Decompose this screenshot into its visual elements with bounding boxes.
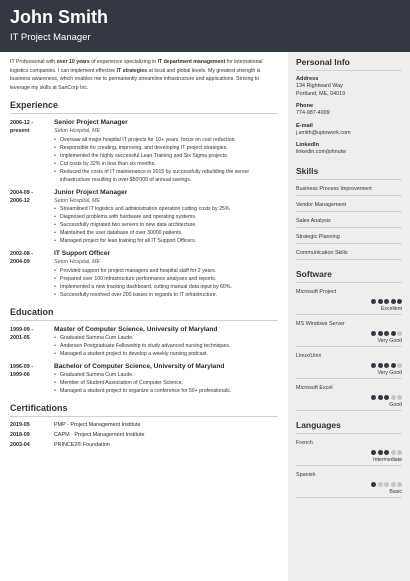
- candidate-role: IT Project Manager: [10, 32, 91, 43]
- rating-dots: [296, 482, 402, 487]
- rating-dot: [397, 299, 402, 304]
- bullet-item: • Provided support for project managers and hospital staff for 2 years.: [54, 267, 278, 275]
- rating-dot: [371, 331, 376, 336]
- software-item: [296, 353, 402, 379]
- entry-organization: Seton Hospital, ME: [54, 128, 101, 134]
- languages-list: [296, 440, 402, 498]
- education-entry: [10, 326, 278, 358]
- rating-dots: [296, 299, 402, 304]
- entry-content: [54, 326, 278, 358]
- rating-dot: [391, 299, 396, 304]
- rating-dot: [397, 482, 402, 487]
- bullet-item: • Diagnosed problems with hardware and operating systems.: [54, 213, 278, 221]
- rating-dot: [384, 331, 389, 336]
- email-label: E-mail: [296, 122, 313, 129]
- education-entry: [10, 363, 278, 395]
- certification-date: 2003-04: [10, 441, 30, 448]
- bullet-item: • Member of Student Association of Computer Science.: [54, 379, 278, 387]
- education-heading: Education: [10, 307, 278, 321]
- rating-dot: [384, 395, 389, 400]
- summary-fragment: at local and global levels. My greatest strength is business awareness, which enables me to permanently streamline infrastructure and applications. Striving to leverage my skills at SanCorp Inc.: [10, 67, 261, 91]
- sidebar: [288, 52, 410, 581]
- entry-bullets: [54, 136, 278, 184]
- date-from: 2004-09 -: [10, 189, 34, 196]
- education-list: [10, 326, 278, 395]
- skill-name: Vendor Management: [296, 201, 347, 208]
- skill-name: Communication Skills: [296, 249, 348, 256]
- languages-name: French: [296, 439, 313, 446]
- rating-dots: [296, 363, 402, 368]
- bullet-item: • Prepared over 100 infrastructure performance analyses and reports.: [54, 275, 278, 283]
- rating-dots: [296, 395, 402, 400]
- languages-divider: [296, 465, 402, 466]
- rating-level: Intermediate: [373, 456, 402, 463]
- bullet-item: • Maintained the user database of over 30000 patients.: [54, 229, 278, 237]
- rating-dot: [391, 482, 396, 487]
- address-line1: 134 Rightward Way: [296, 83, 343, 89]
- software-item: [296, 321, 402, 347]
- entry-title: Master of Computer Science, University of Maryland: [54, 325, 218, 333]
- skill-item: [296, 202, 402, 212]
- bullet-item: • Managed project for lean training for all IT Support Officers.: [54, 237, 278, 245]
- rating-level: Very Good: [377, 369, 402, 376]
- rating-dot: [371, 482, 376, 487]
- rating-dot: [371, 299, 376, 304]
- main-column: [0, 52, 288, 581]
- entry-dates: [10, 250, 54, 299]
- languages-item: [296, 440, 402, 466]
- software-divider: [296, 314, 402, 315]
- personal-info-heading: Personal Info: [296, 57, 402, 71]
- entry-dates: [10, 326, 54, 358]
- rating-dot: [384, 450, 389, 455]
- languages-item: [296, 472, 402, 498]
- rating-level: Basic: [389, 488, 402, 495]
- summary-fragment: IT department management: [157, 59, 226, 65]
- rating-level: Good: [389, 401, 402, 408]
- software-item: [296, 289, 402, 315]
- bullet-item: • Implemented a new tracking dashboard, cutting manual data input by 60%.: [54, 283, 278, 291]
- candidate-name: John Smith: [10, 7, 108, 27]
- date-from: 1996-09 -: [10, 363, 34, 370]
- rating-level: Very Good: [377, 337, 402, 344]
- skill-divider: [296, 195, 402, 196]
- software-divider: [296, 410, 402, 411]
- summary-fragment: of experience specializing in: [89, 59, 158, 65]
- rating-dot: [397, 450, 402, 455]
- entry-bullets: [54, 205, 278, 245]
- date-to: 2001-05: [10, 334, 30, 341]
- bullet-item: • Successfully migrated two servers to new data architecture.: [54, 221, 278, 229]
- rating-dot: [397, 363, 402, 368]
- entry-content: [54, 363, 278, 395]
- languages-name: Spanish: [296, 471, 316, 478]
- rating-dot: [397, 395, 402, 400]
- entry-title: Bachelor of Computer Science, University of Maryland: [54, 362, 225, 370]
- rating-dot: [378, 363, 383, 368]
- linkedin-label: LinkedIn: [296, 142, 319, 148]
- certification-name: PRINCE2® Foundation: [54, 441, 110, 448]
- summary-fragment: IT strategies: [116, 67, 148, 74]
- certification-date: 2018-09: [10, 431, 30, 438]
- software-list: [296, 289, 402, 411]
- entry-bullets: [54, 334, 278, 358]
- rating-dot: [391, 331, 396, 336]
- software-heading: Software: [296, 269, 402, 283]
- linkedin-value[interactable]: linkedin.com/johnutw: [296, 149, 347, 155]
- rating-dot: [384, 299, 389, 304]
- software-name: MS Windows Server: [296, 320, 345, 327]
- rating-dot: [371, 450, 376, 455]
- skill-name: Strategic Planning: [296, 233, 340, 240]
- profile-summary: [10, 58, 278, 92]
- bullet-item: • Successfully resolved over 200 issues in regards to IT infrastructure.: [54, 291, 278, 299]
- rating-dot: [384, 482, 389, 487]
- date-to: 1999-06: [10, 371, 30, 378]
- certifications-heading: Certifications: [10, 403, 278, 417]
- summary-fragment: IT Professional with: [10, 59, 57, 65]
- bullet-item: • Managed a student project to organize a conference for 50+ professionals.: [54, 387, 278, 395]
- experience-entry: [10, 189, 278, 246]
- entry-content: [54, 119, 278, 184]
- experience-heading: Experience: [10, 100, 278, 114]
- rating-dot: [391, 363, 396, 368]
- skill-name: Sales Analysis: [296, 217, 331, 224]
- entry-dates: [10, 119, 54, 184]
- address-line2: Portland, ME, 04019: [296, 90, 346, 97]
- rating-dots: [296, 450, 402, 455]
- certification-date: 2019-05: [10, 421, 30, 428]
- rating-dot: [378, 331, 383, 336]
- languages-heading: Languages: [296, 420, 402, 434]
- bullet-item: • Graduated Summa Cum Laude.: [54, 371, 278, 379]
- certification-row: [10, 421, 278, 429]
- rating-dot: [378, 395, 383, 400]
- skill-divider: [296, 227, 402, 228]
- date-from: 1999-09 -: [10, 326, 34, 333]
- bullet-item: • Implemented the highly successful Lean Training and Six Sigma projects.: [54, 152, 278, 160]
- rating-dot: [371, 395, 376, 400]
- rating-dot: [378, 299, 383, 304]
- software-divider: [296, 378, 402, 379]
- bullet-item: • Reduced the costs of IT maintenance in 2015 by successfully rebuilding the server infrastructure resulting in over $50'000 of annual savings.: [54, 168, 278, 184]
- entry-content: [54, 250, 278, 299]
- rating-dot: [391, 395, 396, 400]
- skill-item: [296, 218, 402, 228]
- rating-dots: [296, 331, 402, 336]
- phone-label: Phone: [296, 103, 314, 109]
- entry-organization: Seton Hospital, ME: [54, 259, 101, 265]
- rating-dot: [378, 482, 383, 487]
- entry-dates: [10, 363, 54, 395]
- bullet-item: • Andersen Postgraduate Fellowship to study advanced nursing techniques.: [54, 342, 278, 350]
- entry-bullets: [54, 267, 278, 299]
- date-to: present: [10, 128, 30, 134]
- entry-title: Senior Project Manager: [54, 119, 128, 126]
- certification-name: CAPM - Project Management Institute: [54, 431, 145, 438]
- resume-header: [0, 0, 410, 52]
- languages-divider: [296, 497, 402, 498]
- software-item: [296, 385, 402, 411]
- skill-divider: [296, 211, 402, 212]
- skills-heading: Skills: [296, 166, 402, 180]
- software-name: Microsoft Project: [296, 288, 337, 295]
- date-from: 2002-08 -: [10, 251, 34, 257]
- bullet-item: • Managed a student project to develop a weekly nursing podcast.: [54, 350, 278, 358]
- skill-name: Business Process Improvement: [296, 185, 372, 192]
- experience-entry: [10, 250, 278, 299]
- rating-dot: [391, 450, 396, 455]
- bullet-item: • Streamlined IT logistics and administration operation cutting costs by 25%: [54, 205, 278, 213]
- date-to: 2006-12: [10, 197, 30, 204]
- entry-bullets: [54, 371, 278, 395]
- address-label: Address: [296, 76, 319, 82]
- date-from: 2006-12 -: [10, 120, 34, 126]
- experience-list: [10, 119, 278, 299]
- skill-item: [296, 250, 402, 260]
- entry-title: Junior Project Manager: [54, 188, 128, 196]
- certification-row: [10, 431, 278, 439]
- entry-content: [54, 189, 278, 246]
- bullet-item: • Cut costs by 32% in less than six months.: [54, 160, 278, 168]
- bullet-item: • Graduated Summa Cum Laude.: [54, 334, 278, 342]
- certifications-list: [10, 421, 278, 449]
- phone-value: 774-987-4009: [296, 110, 330, 116]
- skill-item: [296, 186, 402, 196]
- skill-divider: [296, 243, 402, 244]
- skill-divider: [296, 259, 402, 260]
- entry-organization: Seton Hospital, ME: [54, 197, 101, 204]
- rating-dot: [384, 363, 389, 368]
- rating-dot: [371, 363, 376, 368]
- rating-dot: [378, 450, 383, 455]
- software-divider: [296, 346, 402, 347]
- experience-entry: [10, 119, 278, 184]
- email-value[interactable]: j.smith@uptowork.com: [296, 129, 351, 136]
- rating-level: Excellent: [380, 305, 402, 312]
- bullet-item: • Responsible for creating, improving, and developing IT project strategies.: [54, 144, 278, 152]
- summary-fragment: for international logistics companies. I can implement effective: [10, 59, 263, 74]
- summary-fragment: over 10 years: [56, 59, 90, 65]
- rating-dot: [397, 331, 402, 336]
- certification-name: PMP - Project Management Institute: [54, 421, 141, 428]
- software-name: Microsoft Excel: [296, 384, 333, 391]
- entry-dates: [10, 189, 54, 246]
- bullet-item: • Oversaw all major hospital IT projects for 10+ years, focus on cost reduction.: [54, 136, 278, 144]
- entry-title: IT Support Officer: [54, 250, 111, 257]
- skills-list: [296, 186, 402, 260]
- skill-item: [296, 234, 402, 244]
- certification-row: [10, 441, 278, 449]
- software-name: Linux/Unix: [296, 352, 322, 359]
- date-to: 2004-09: [10, 259, 30, 265]
